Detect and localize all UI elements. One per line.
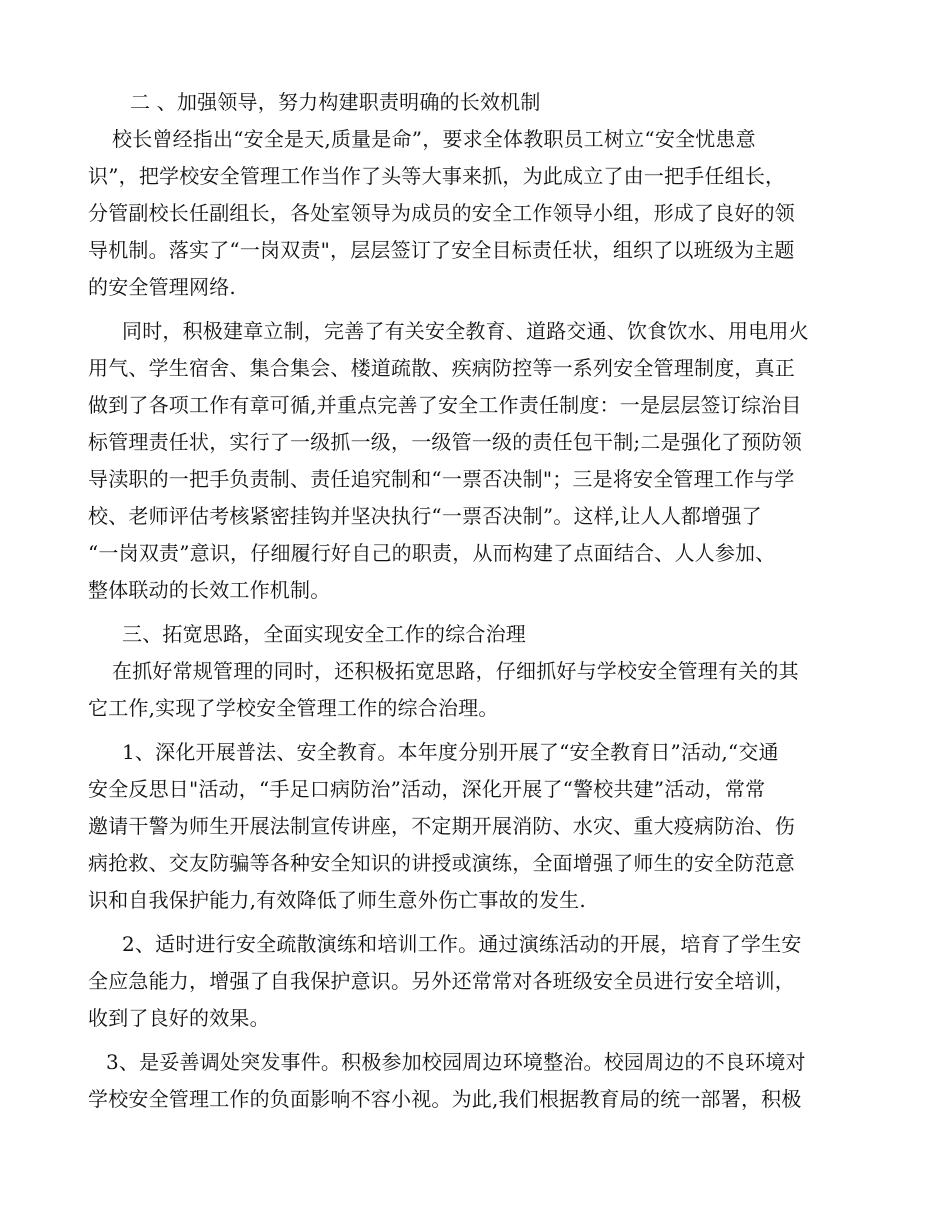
paragraph-line: 校长曾经指出“安全是天,质量是命”，要求全体教职员工树立“安全忧患意 [112,127,756,151]
paragraph-line: 收到了良好的效果。 [88,1006,270,1030]
paragraph-line: 1、深化开展普法、安全教育。本年度分别开展了“安全教育日”活动,“交通 [122,740,779,764]
paragraph-line: 的安全管理网络. [88,275,236,299]
paragraph-line: 2、适时进行安全疏散演练和培训工作。通过演练活动的开展，培育了学生安 [122,932,802,956]
paragraph-line: 标管理责任状，实行了一级抓一级，一级管一级的责任包干制;二是强化了预防领 [88,430,802,454]
paragraph-line: “一岗双责”意识，仔细履行好自己的职责，从而构建了点面结合、人人参加、 [88,541,776,565]
paragraph-line: 安全反思日"活动，“手足口病防治”活动，深化开展了“警校共建”活动，常常 [88,777,766,801]
paragraph-line: 邀请干警为师生开展法制宣传讲座，不定期开展消防、水灾、重大疫病防治、伤 [88,814,795,838]
heading-section-3: 三、拓宽思路，全面实现安全工作的综合治理 [122,622,526,646]
paragraph-line: 病抢救、交友防骗等各种安全知识的讲授或演练，全面增强了师生的安全防范意 [88,851,795,875]
paragraph-line: 在抓好常规管理的同时，还积极拓宽思路，仔细抓好与学校安全管理有关的其 [112,659,799,683]
paragraph-line: 识”，把学校安全管理工作当作了头等大事来抓，为此成立了由一把手任组长， [88,164,786,188]
paragraph-line: 学校安全管理工作的负面影响不容小视。为此,我们根据教育局的统一部署，积极 [88,1087,802,1111]
paragraph-line: 识和自我保护能力,有效降低了师生意外伤亡事故的发生. [88,888,586,912]
paragraph-line: 分管副校长任副组长，各处室领导为成员的安全工作领导小组，形成了良好的领 [88,201,795,225]
paragraph-line: 3、是妥善调处突发事件。积极参加校园周边环境整治。校园周边的不良环境对 [106,1050,806,1074]
paragraph-line: 用气、学生宿舍、集合集会、楼道疏散、疾病防控等一系列安全管理制度，真正 [88,356,795,380]
paragraph-line: 全应急能力，增强了自我保护意识。另外还常常对各班级安全员进行安全培训， [88,969,795,993]
paragraph-line: 做到了各项工作有章可循,并重点完善了安全工作责任制度：一是层层签订综治目 [88,393,802,417]
paragraph-line: 它工作,实现了学校安全管理工作的综合治理。 [88,696,499,720]
paragraph-line: 同时，积极建章立制，完善了有关安全教育、道路交通、饮食饮水、用电用火 [122,319,809,343]
paragraph-line: 导机制。落实了“一岗双责"，层层签订了安全目标责任状，组织了以班级为主题 [88,238,795,262]
heading-section-2: 二 、加强领导，努力构建职责明确的长效机制 [130,90,541,114]
paragraph-line: 校、老师评估考核紧密挂钩并坚决执行“一票否决制”。这样,让人人都增强了 [88,504,762,528]
paragraph-line: 导渎职的一把手负责制、责任追究制和“一票否决制"；三是将安全管理工作与学 [88,467,795,491]
paragraph-line: 整体联动的长效工作机制。 [88,578,331,602]
